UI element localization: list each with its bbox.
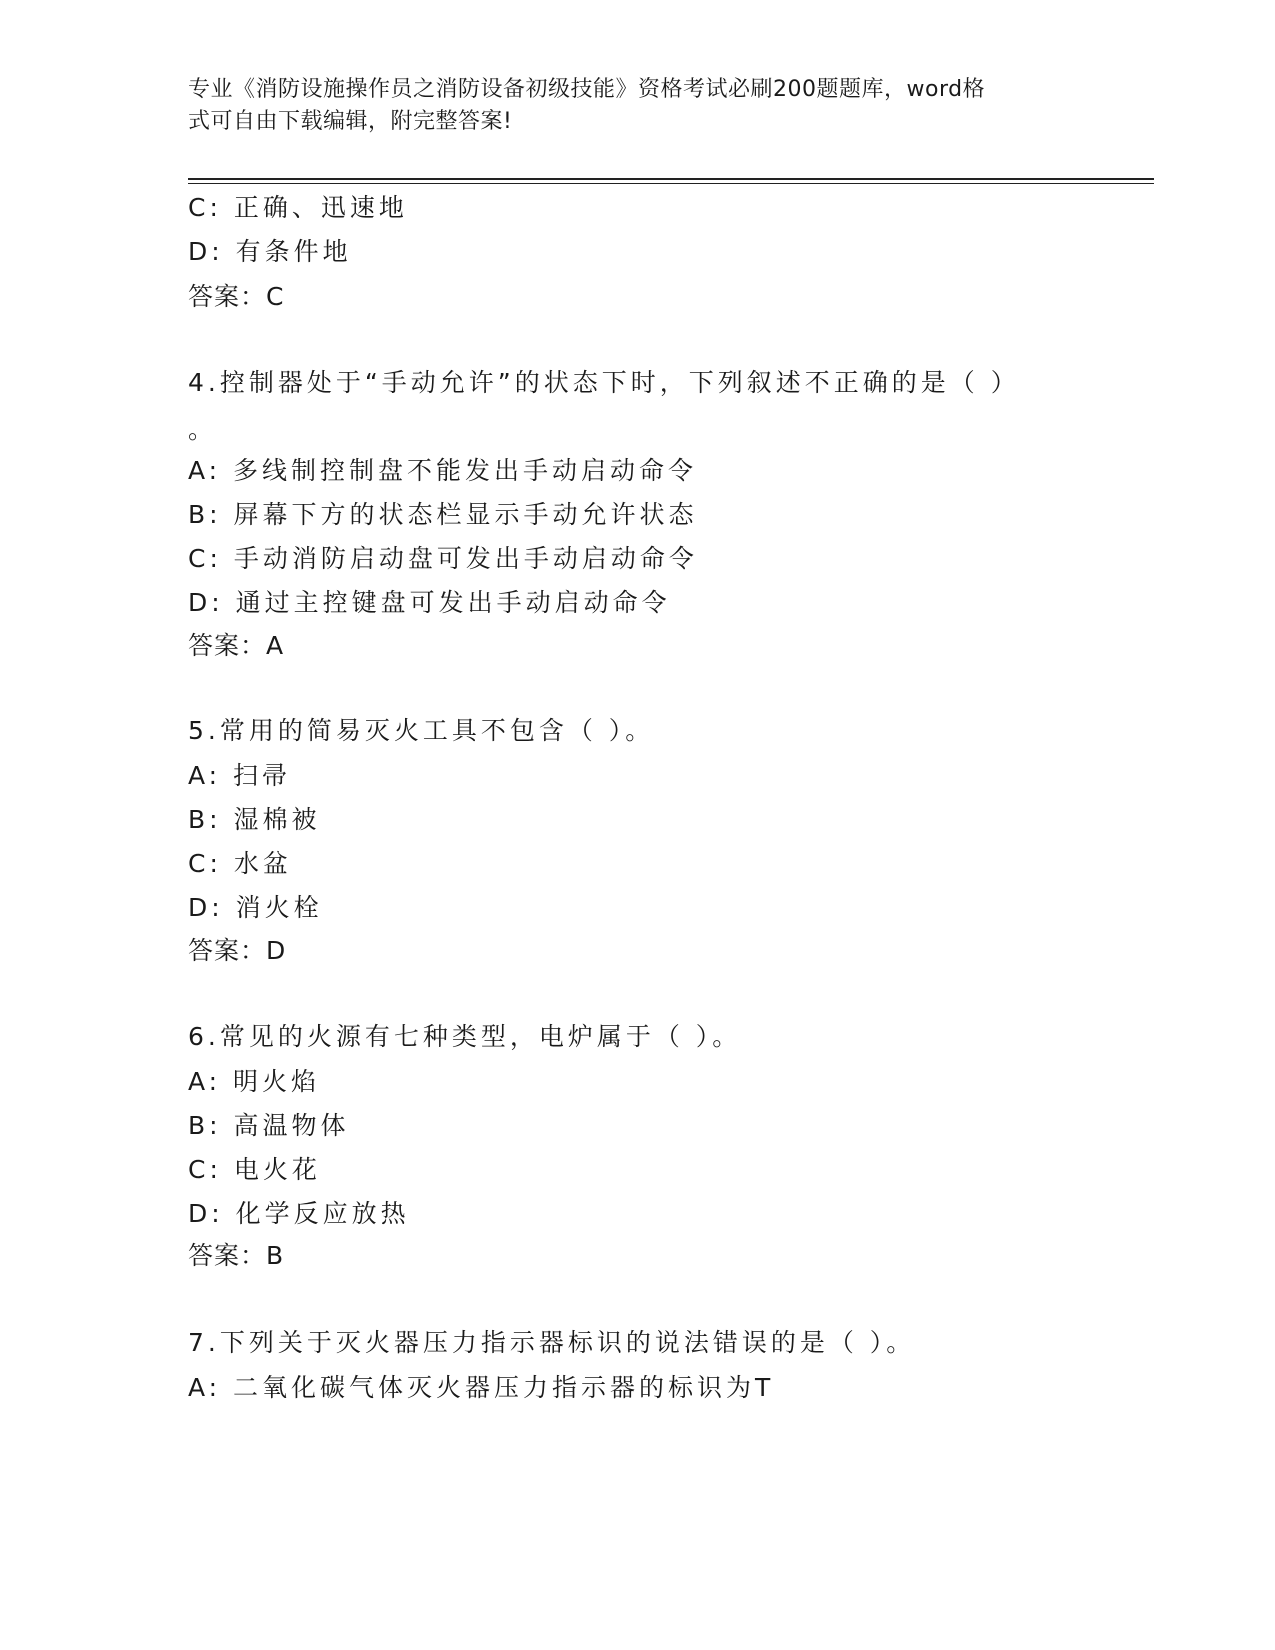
q3-option-c: C: 正确、迅速地: [188, 193, 408, 222]
header-line-1: 专业《消防设施操作员之消防设备初级技能》资格考试必刷200题题库，word格: [188, 77, 986, 102]
q4-option-b: B: 屏幕下方的状态栏显示手动允许状态: [188, 500, 698, 529]
q4-option-a: A: 多线制控制盘不能发出手动启动命令: [188, 456, 698, 485]
q5-option-d: D: 消火栓: [188, 893, 323, 922]
q6-option-d: D: 化学反应放热: [188, 1199, 410, 1228]
q4-stem-continuation: 。: [188, 415, 218, 444]
q4-answer: 答案：A: [188, 631, 285, 660]
q4-option-d: D: 通过主控键盘可发出手动启动命令: [188, 588, 671, 617]
header-divider-thick: [188, 178, 1154, 180]
q6-option-b: B: 高温物体: [188, 1111, 350, 1140]
q5-answer: 答案：D: [188, 936, 287, 965]
q7-option-a: A: 二氧化碳气体灭火器压力指示器的标识为T: [188, 1373, 775, 1402]
q5-option-a: A: 扫帚: [188, 761, 292, 790]
q6-option-c: C: 电火花: [188, 1155, 321, 1184]
q4-option-c: C: 手动消防启动盘可发出手动启动命令: [188, 544, 698, 573]
document-header: [188, 74, 1088, 138]
q7-stem: 7.下列关于灭火器压力指示器标识的说法错误的是（ ）。: [188, 1328, 916, 1357]
header-line-2: 式可自由下载编辑，附完整答案!: [188, 109, 513, 134]
q4-stem: 4.控制器处于“手动允许”的状态下时，下列叙述不正确的是（ ）: [188, 368, 1020, 397]
header-divider-thin: [188, 183, 1154, 184]
q5-stem: 5.常用的简易灭火工具不包含（ ）。: [188, 716, 655, 745]
q5-option-b: B: 湿棉被: [188, 805, 321, 834]
q3-option-d: D: 有条件地: [188, 237, 352, 266]
q5-option-c: C: 水盆: [188, 849, 292, 878]
q3-answer: 答案：C: [188, 282, 285, 311]
q6-option-a: A: 明火焰: [188, 1067, 321, 1096]
q6-stem: 6.常见的火源有七种类型，电炉属于（ ）。: [188, 1022, 742, 1051]
q6-answer: 答案：B: [188, 1241, 285, 1270]
